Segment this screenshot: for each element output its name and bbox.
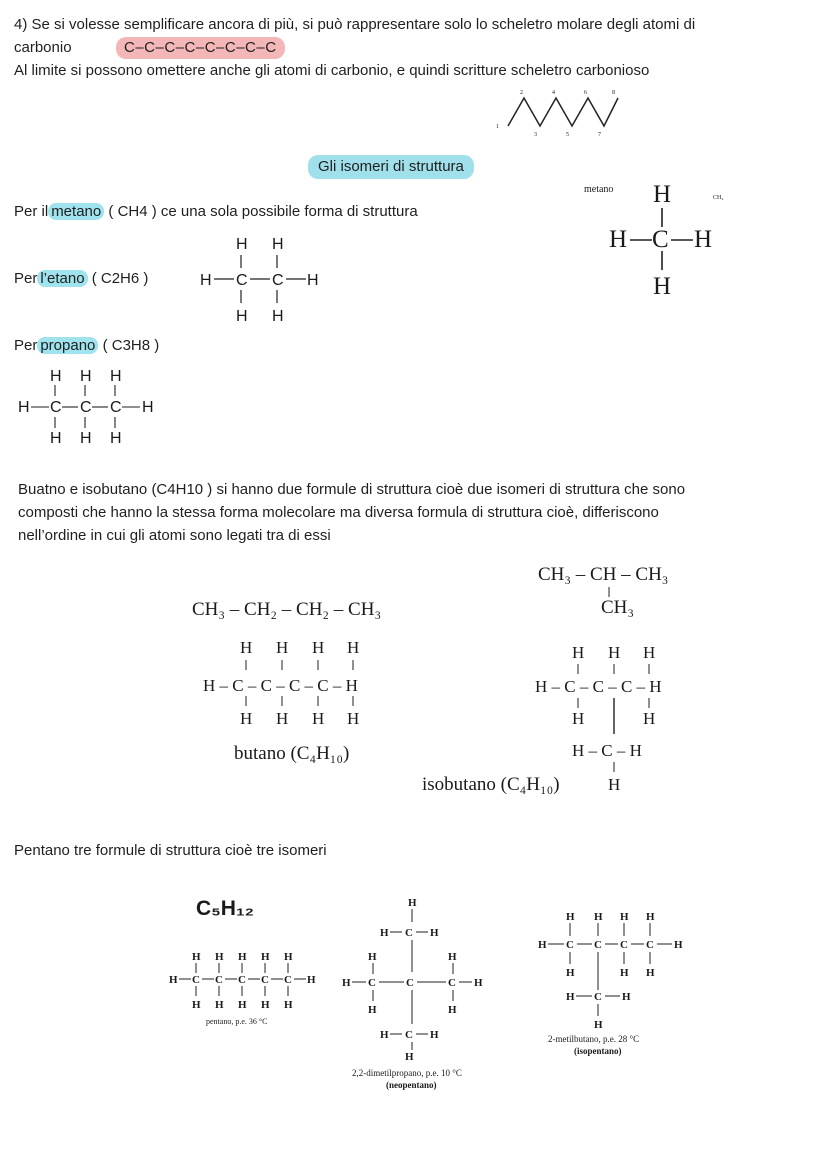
svg-text:H: H xyxy=(276,638,289,657)
svg-text:H: H xyxy=(240,638,253,657)
propane-line xyxy=(14,335,159,357)
svg-text:H: H xyxy=(80,368,92,385)
svg-text:H: H xyxy=(312,709,325,728)
svg-text:H: H xyxy=(608,643,621,662)
svg-text:C: C xyxy=(192,974,200,986)
svg-text:H: H xyxy=(261,951,270,963)
propane-pre: Per xyxy=(14,337,38,354)
svg-text:H: H xyxy=(643,643,656,662)
svg-text:C: C xyxy=(620,939,628,951)
svg-text:H: H xyxy=(236,308,248,325)
svg-text:H: H xyxy=(50,368,62,385)
svg-text:H: H xyxy=(272,236,284,253)
svg-text:C: C xyxy=(566,939,574,951)
svg-text:H: H xyxy=(238,951,247,963)
svg-text:H – C – H: H – C – H xyxy=(572,741,642,760)
neopentane-caption-1: 2,2-dimetilpropano, p.e. 10 °C xyxy=(352,1068,462,1078)
svg-text:H: H xyxy=(312,638,325,657)
propane-name: propano xyxy=(37,337,98,354)
svg-text:H: H xyxy=(80,430,92,447)
svg-text:H: H xyxy=(200,272,212,289)
butane-caption: butano (C₄H₁₀) xyxy=(234,743,350,764)
svg-text:H: H xyxy=(347,709,360,728)
svg-text:C: C xyxy=(238,974,246,986)
svg-text:H: H xyxy=(572,709,585,728)
methane-line xyxy=(14,201,418,223)
svg-text:C: C xyxy=(80,399,92,416)
svg-text:H: H xyxy=(643,709,656,728)
svg-text:H: H xyxy=(572,643,585,662)
svg-text:H: H xyxy=(238,999,247,1011)
svg-text:C: C xyxy=(448,977,456,989)
butane-text-3: nell’ordine in cui gli atomi sono legati tra di essi xyxy=(18,527,331,544)
svg-text:H: H xyxy=(368,1004,377,1016)
carbon-skeleton-diagram xyxy=(490,84,625,142)
svg-text:H: H xyxy=(538,939,547,951)
svg-text:H: H xyxy=(215,999,224,1011)
methane-h-top: H xyxy=(653,181,672,208)
methane-h-right: H xyxy=(694,226,713,253)
methane-figure-label: metano xyxy=(584,184,614,195)
ethane-line xyxy=(14,268,148,290)
svg-text:H: H xyxy=(620,911,629,923)
svg-text:H: H xyxy=(620,967,629,979)
svg-text:H – C – C – C – C – H: H – C – C – C – C – H xyxy=(203,676,358,695)
svg-text:H: H xyxy=(448,1004,457,1016)
svg-text:H: H xyxy=(646,911,655,923)
methane-structure xyxy=(580,176,740,304)
skel-num-8: 8 xyxy=(612,90,615,96)
methane-post: ( CH4 ) ce una sola possibile forma di struttura xyxy=(108,203,418,220)
svg-text:H: H xyxy=(674,939,683,951)
svg-text:C: C xyxy=(261,974,269,986)
carbon-chain: C–C–C–C–C–C–C–C xyxy=(116,37,285,59)
svg-text:H: H xyxy=(284,999,293,1011)
pentane-text: Pentano tre formule di struttura cioè tre isomeri xyxy=(14,842,327,859)
ethane-pre: Per xyxy=(14,270,38,287)
butane-text-2: composti che hanno la stessa forma molecolare ma diversa formula di struttura cioè, differiscono xyxy=(18,504,659,521)
skel-num-5: 5 xyxy=(566,132,569,138)
intro-line-1: 4) Se si volesse semplificare ancora di più, si può rappresentare solo lo scheletro molare degli atomi di xyxy=(14,16,696,33)
svg-text:C: C xyxy=(405,927,413,939)
ethane-structure xyxy=(196,232,336,328)
svg-text:H: H xyxy=(430,927,439,939)
svg-text:C: C xyxy=(406,977,414,989)
svg-text:C: C xyxy=(236,272,248,289)
svg-text:H: H xyxy=(342,977,351,989)
svg-text:H – C – C – C – H: H – C – C – C – H xyxy=(535,677,662,696)
svg-text:H: H xyxy=(272,308,284,325)
svg-text:C: C xyxy=(594,939,602,951)
svg-text:C: C xyxy=(215,974,223,986)
pentane-formula: C₅H₁₂ xyxy=(196,897,254,920)
isobutane-caption: isobutano (C₄H₁₀) xyxy=(422,774,560,795)
svg-text:H: H xyxy=(307,974,316,986)
propane-post: ( C3H8 ) xyxy=(102,337,160,354)
n-pentane-caption: pentano, p.e. 36 °C xyxy=(206,1017,268,1026)
neopentane-structure xyxy=(338,892,498,1052)
svg-text:H: H xyxy=(594,911,603,923)
methane-h-left: H xyxy=(609,226,628,253)
svg-text:H: H xyxy=(368,951,377,963)
butane-structure xyxy=(200,636,410,732)
svg-text:H: H xyxy=(594,1019,603,1031)
svg-text:H: H xyxy=(430,1029,439,1041)
svg-text:C: C xyxy=(50,399,62,416)
svg-text:C: C xyxy=(272,272,284,289)
svg-text:H: H xyxy=(380,927,389,939)
svg-text:H: H xyxy=(566,967,575,979)
methane-h-bottom: H xyxy=(653,273,672,300)
svg-text:H: H xyxy=(236,236,248,253)
propane-structure xyxy=(14,364,164,450)
svg-text:H: H xyxy=(215,951,224,963)
skel-num-7: 7 xyxy=(598,132,601,138)
svg-text:H: H xyxy=(192,999,201,1011)
svg-text:H: H xyxy=(408,897,417,909)
svg-text:C: C xyxy=(284,974,292,986)
svg-text:H: H xyxy=(110,430,122,447)
svg-text:H: H xyxy=(474,977,483,989)
skel-num-6: 6 xyxy=(584,90,587,96)
svg-text:H: H xyxy=(608,775,621,794)
neopentane-caption-2: (neopentano) xyxy=(386,1080,437,1090)
butane-text-1: Buatno e isobutano (C4H10 ) si hanno due formule di struttura cioè due isomeri di struttura che sono xyxy=(18,481,686,498)
svg-text:H: H xyxy=(240,709,253,728)
svg-text:H: H xyxy=(276,709,289,728)
svg-text:H: H xyxy=(142,399,154,416)
svg-text:C: C xyxy=(594,991,602,1003)
skel-num-2: 2 xyxy=(520,90,523,96)
svg-text:H: H xyxy=(192,951,201,963)
svg-text:H: H xyxy=(261,999,270,1011)
methane-figure-small: CH₄ xyxy=(713,195,724,201)
svg-text:H: H xyxy=(284,951,293,963)
svg-text:H: H xyxy=(622,991,631,1003)
isobutane-condensed-top: CH₃ – CH – CH₃ xyxy=(538,564,669,585)
svg-text:H: H xyxy=(380,1029,389,1041)
ethane-post: ( C2H6 ) xyxy=(91,270,149,287)
svg-text:H: H xyxy=(50,430,62,447)
svg-text:H: H xyxy=(448,951,457,963)
methane-pre: Per il xyxy=(14,203,49,220)
svg-text:C: C xyxy=(646,939,654,951)
svg-text:C: C xyxy=(110,399,122,416)
svg-text:H: H xyxy=(110,368,122,385)
intro-line-2-label: carbonio xyxy=(14,39,72,56)
skel-num-3: 3 xyxy=(534,132,537,138)
skel-num-4: 4 xyxy=(552,90,555,96)
ethane-name: l’etano xyxy=(37,270,87,287)
svg-text:H: H xyxy=(18,399,30,416)
methane-name: metano xyxy=(48,203,104,220)
svg-text:H: H xyxy=(347,638,360,657)
svg-text:C: C xyxy=(368,977,376,989)
isopentane-caption-2: (isopentano) xyxy=(574,1046,622,1056)
isobutane-condensed-branch: CH₃ xyxy=(601,597,635,618)
skel-num-1: 1 xyxy=(496,124,499,130)
svg-text:C: C xyxy=(405,1029,413,1041)
neopentane-bottom-h: H xyxy=(405,1051,414,1063)
n-pentane-structure xyxy=(166,948,326,1030)
svg-text:H: H xyxy=(646,967,655,979)
section-title: Gli isomeri di struttura xyxy=(308,155,474,179)
svg-text:H: H xyxy=(566,991,575,1003)
butane-condensed: CH₃ – CH₂ – CH₂ – CH₃ xyxy=(192,599,382,620)
svg-text:H: H xyxy=(566,911,575,923)
intro-line-3: Al limite si possono omettere anche gli atomi di carbonio, e quindi scritture scheletro carbonioso xyxy=(14,62,650,79)
isopentane-caption-1: 2-metilbutano, p.e. 28 °C xyxy=(548,1034,640,1044)
methane-c: C xyxy=(652,226,669,253)
svg-text:H: H xyxy=(169,974,178,986)
svg-text:H: H xyxy=(307,272,319,289)
